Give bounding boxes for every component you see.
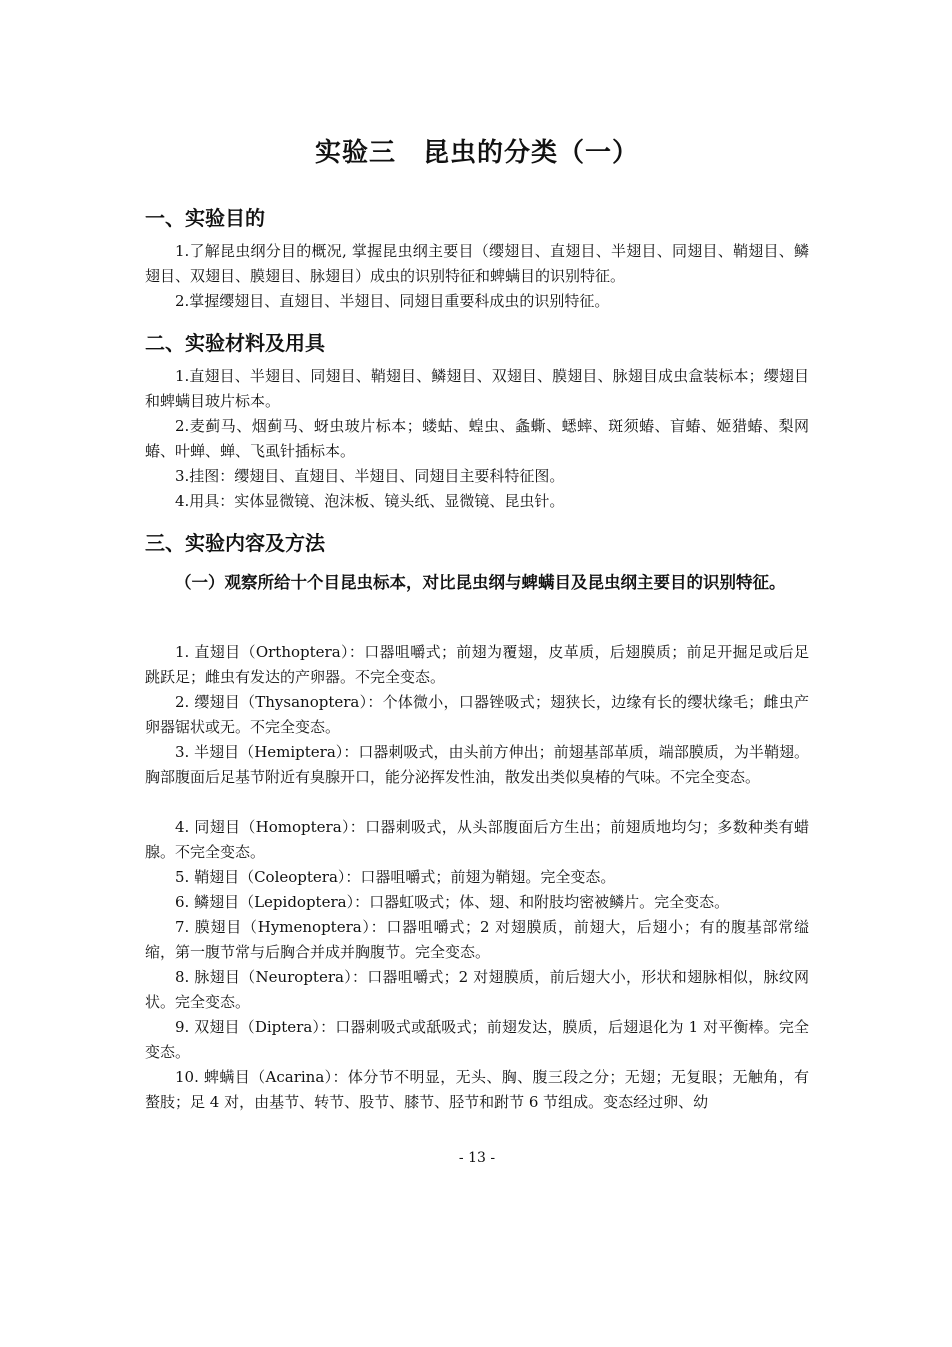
materials-paragraph-4: 4.用具：实体显微镜、泡沫板、镜头纸、显微镜、昆虫针。 — [175, 492, 565, 510]
order-item-coleoptera: 5. 鞘翅目（Coleoptera）：口器咀嚼式；前翅为鞘翅。完全变态。 — [175, 868, 616, 886]
materials-paragraph-2: 2.麦蓟马、烟蓟马、蚜虫玻片标本；蝼蛄、蝗虫、螽蟖、蟋蟀、斑须蝽、盲蝽、姬猎蝽、梨网蝽、叶蝉、蝉、飞虱针插标本。 — [145, 417, 809, 460]
methods-subheading: （一）观察所给十个目昆虫标本，对比昆虫纲与蜱螨目及昆虫纲主要目的识别特征。 — [175, 573, 786, 592]
page-number: - 13 - — [458, 1150, 496, 1166]
order-item-thysanoptera: 2. 缨翅目（Thysanoptera）：个体微小，口器锉吸式；翅狭长，边缘有长的缨状缘毛；雌虫产卵器锯状或无。不完全变态。 — [145, 693, 809, 736]
section-heading-methods: 三、实验内容及方法 — [145, 531, 325, 555]
order-item-lepidoptera: 6. 鳞翅目（Lepidoptera）：口器虹吸式；体、翅、和附肢均密被鳞片。完全变态。 — [175, 893, 730, 911]
objective-paragraph-1: 1.了解昆虫纲分目的概况, 掌握昆虫纲主要目（缨翅目、直翅目、半翅目、同翅目、鞘翅目、鳞翅目、双翅目、膜翅目、脉翅目）成虫的识别特征和蜱螨目的识别特征。 — [145, 242, 809, 285]
order-item-acarina: 10. 蜱螨目（Acarina）：体分节不明显，无头、胸、腹三段之分；无翅；无复眼；无触角，有螯肢；足 4 对，由基节、转节、股节、膝节、胫节和跗节 6 节组成。变态经过卵、幼 — [145, 1068, 809, 1111]
order-item-neuroptera: 8. 脉翅目（Neuroptera）：口器咀嚼式；2 对翅膜质，前后翅大小，形状和翅脉相似，脉纹网状。完全变态。 — [145, 968, 809, 1011]
section-heading-materials: 二、实验材料及用具 — [145, 331, 325, 355]
materials-paragraph-3: 3.挂图：缨翅目、直翅目、半翅目、同翅目主要科特征图。 — [175, 467, 565, 485]
order-item-hemiptera: 3. 半翅目（Hemiptera）：口器刺吸式，由头前方伸出；前翅基部革质，端部膜质，为半鞘翅。胸部腹面后足基节附近有臭腺开口，能分泌挥发性油，散发出类似臭椿的气味。不完全变态。 — [145, 743, 809, 786]
order-item-homoptera: 4. 同翅目（Homoptera）：口器刺吸式，从头部腹面后方生出；前翅质地均匀；多数种类有蜡腺。不完全变态。 — [145, 818, 809, 861]
order-item-orthoptera: 1. 直翅目（Orthoptera）：口器咀嚼式；前翅为覆翅，皮革质，后翅膜质；前足开掘足或后足跳跃足；雌虫有发达的产卵器。不完全变态。 — [145, 643, 809, 686]
page-title: 实验三 昆虫的分类（一） — [314, 138, 639, 168]
objective-paragraph-2: 2.掌握缨翅目、直翅目、半翅目、同翅目重要科成虫的识别特征。 — [175, 292, 610, 310]
order-item-diptera: 9. 双翅目（Diptera）：口器刺吸式或舐吸式；前翅发达，膜质，后翅退化为 1 对平衡棒。完全变态。 — [145, 1018, 809, 1061]
materials-paragraph-1: 1.直翅目、半翅目、同翅目、鞘翅目、鳞翅目、双翅目、膜翅目、脉翅目成虫盒装标本；缨翅目和蜱螨目玻片标本。 — [145, 367, 809, 410]
order-item-hymenoptera: 7. 膜翅目（Hymenoptera）：口器咀嚼式；2 对翅膜质，前翅大，后翅小；有的腹基部常缢缩，第一腹节常与后胸合并成并胸腹节。完全变态。 — [145, 918, 809, 961]
section-heading-objectives: 一、实验目的 — [145, 206, 265, 230]
